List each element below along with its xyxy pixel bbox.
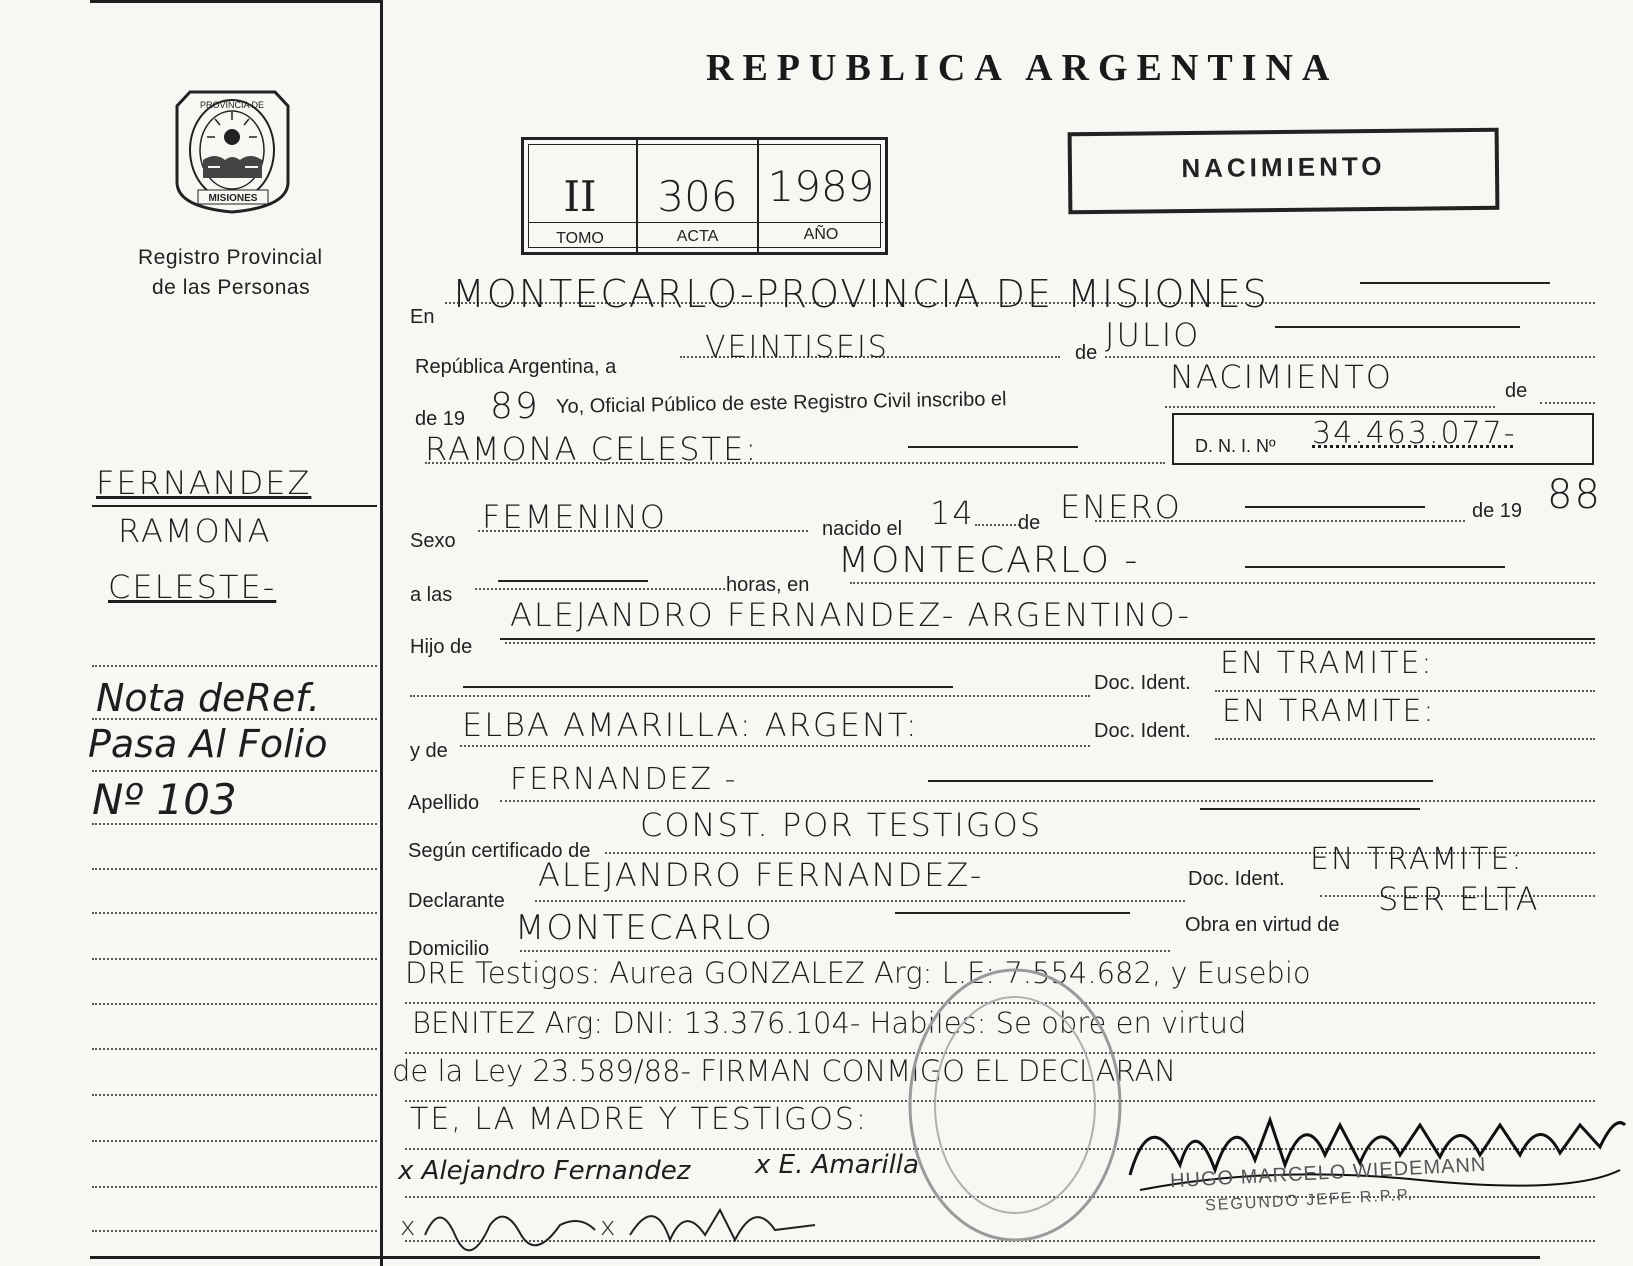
mother-doc-value: EN TRAMITE: <box>1222 694 1436 729</box>
nacido-label: nacido el <box>822 518 903 540</box>
filler-line <box>500 638 1595 640</box>
margin-note-1: Nota deRef. <box>96 676 321 720</box>
seal-top-text: PROVINCIA DE <box>199 100 265 110</box>
official-round-stamp-icon <box>900 960 1130 1250</box>
margin-dots <box>92 718 377 720</box>
observations-line-1: DRE Testigos: Aurea GONZALEZ Arg: L.E: 7.554.682, y Eusebio <box>405 956 1311 990</box>
margin-dots <box>92 958 377 960</box>
declarante-doc-value: EN TRAMITE: <box>1310 842 1524 877</box>
filler-line <box>908 446 1078 448</box>
dni-value: 34.463.077- <box>1312 416 1517 451</box>
segun-label: Según certificado de <box>408 840 591 862</box>
margin-dots <box>92 1003 377 1005</box>
document-title: REPUBLICA ARGENTINA <box>706 47 1339 89</box>
margin-surname: FERNANDEZ <box>96 464 312 502</box>
form-dots <box>500 800 1595 802</box>
margin-dots <box>92 665 377 667</box>
anio-label: AÑO <box>803 226 839 243</box>
witness-signature-1-icon <box>420 1195 600 1255</box>
form-dots <box>520 950 1170 952</box>
form-dots <box>1215 738 1595 740</box>
declarante-doc-label: Doc. Ident. <box>1188 868 1285 890</box>
official-stamp-title: SEGUNDO JEFE R.P.P. <box>1204 1186 1415 1215</box>
sexo-label: Sexo <box>410 530 456 552</box>
record-type-box <box>1068 128 1500 215</box>
filler-line <box>463 686 953 688</box>
margin-first-name: RAMONA <box>118 512 272 550</box>
form-dots <box>410 695 1090 697</box>
inscribo-value: NACIMIENTO <box>1170 358 1393 396</box>
anio-value: 1989 <box>767 162 875 211</box>
dni-label: D. N. I. Nº <box>1195 436 1276 456</box>
record-box-baseline <box>528 222 883 223</box>
form-dots <box>1165 406 1495 408</box>
acta-label: ACTA <box>676 228 719 245</box>
year-de19-label: de 19 <box>415 408 466 430</box>
day-value: VEINTISEIS <box>705 330 889 365</box>
yde-label: y de <box>410 740 448 762</box>
acta-value: 306 <box>657 172 738 221</box>
record-type: NACIMIENTO <box>1181 150 1386 184</box>
year-value: 89 <box>490 386 540 427</box>
margin-dots <box>92 1048 377 1050</box>
mother-value: ELBA AMARILLA: ARGENT: <box>462 706 919 744</box>
declarante-label: Declarante <box>408 890 505 912</box>
apellido-label: Apellido <box>408 792 480 814</box>
page-divider <box>380 0 383 1266</box>
provincial-seal-icon <box>170 82 295 217</box>
form-dots <box>1215 690 1595 692</box>
father-doc-label: Doc. Ident. <box>1094 672 1191 694</box>
form-dots <box>535 900 1185 902</box>
place-value: MONTECARLO-PROVINCIA DE MISIONES <box>452 272 1269 316</box>
obra-label: Obra en virtud de <box>1185 914 1340 936</box>
official-stamp-name: HUGO MARCELO WIEDEMANN <box>1169 1153 1487 1193</box>
birth-month-de-label: de <box>1018 512 1041 534</box>
signature-mother: x E. Amarilla <box>755 1150 919 1180</box>
republica-label: República Argentina, a <box>415 356 617 378</box>
horas-label: horas, en <box>726 574 810 596</box>
margin-name-rule <box>92 505 377 507</box>
margin-dots <box>92 823 377 825</box>
form-dots <box>1540 402 1595 404</box>
domicilio-label: Domicilio <box>408 938 490 960</box>
margin-dots <box>92 912 377 914</box>
margin-note-2: Pasa Al Folio <box>88 722 328 766</box>
seal-bottom-text: MISIONES <box>208 193 258 204</box>
hijo-label: Hijo de <box>410 636 473 658</box>
segun-value: CONST. POR TESTIGOS <box>640 806 1043 844</box>
form-dots <box>975 524 1020 526</box>
birth-year-value: 88 <box>1547 472 1602 518</box>
apellido-value: FERNANDEZ - <box>510 762 738 797</box>
filler-line <box>1245 506 1425 508</box>
margin-second-name: CELESTE- <box>108 568 277 606</box>
observations-line-2: BENITEZ Arg: DNI: 13.376.104- Habiles: Se obre en virtud <box>412 1006 1247 1040</box>
margin-dots <box>92 1186 377 1188</box>
inscribo-de-label: de <box>1505 380 1528 402</box>
filler-line <box>1200 808 1420 810</box>
person-value: RAMONA CELESTE: <box>425 430 759 468</box>
filler-line <box>928 780 1433 782</box>
oficial-text: Yo, Oficial Público de este Registro Civil inscribo el <box>555 388 1007 418</box>
en-label: En <box>410 306 435 328</box>
filler-line <box>498 580 648 582</box>
witness-signature-2-icon <box>625 1185 825 1260</box>
birth-place-value: MONTECARLO - <box>838 540 1140 581</box>
filler-line <box>895 912 1130 914</box>
month-value: JULIO <box>1105 316 1201 354</box>
registry-line-1: Registro Provincial <box>138 246 323 269</box>
mother-doc-label: Doc. Ident. <box>1094 720 1191 742</box>
domicilio-value: MONTECARLO <box>515 908 774 948</box>
birth-year-de19-label: de 19 <box>1472 500 1523 522</box>
signature-witness-2: x <box>600 1212 618 1242</box>
margin-note-3: Nº 103 <box>92 775 237 824</box>
margin-dots <box>92 770 377 772</box>
sexo-value: FEMENINO <box>482 498 667 536</box>
birth-month-value: ENERO <box>1060 488 1182 526</box>
page-top-left-rule <box>90 0 380 3</box>
father-value: ALEJANDRO FERNANDEZ- ARGENTINO- <box>510 596 1192 634</box>
margin-dots <box>92 1094 377 1096</box>
declarante-value: ALEJANDRO FERNANDEZ- <box>538 856 984 894</box>
form-dots <box>475 588 725 590</box>
record-number-box <box>521 137 888 255</box>
tomo-label: TOMO <box>556 230 604 247</box>
margin-dots <box>92 1230 377 1232</box>
form-dots <box>850 582 1595 584</box>
alas-label: a las <box>410 584 453 606</box>
obra-value: SER ELTA <box>1378 880 1540 918</box>
birth-day-value: 14 <box>930 494 975 532</box>
registry-line-2: de las Personas <box>152 276 311 299</box>
filler-line <box>1245 566 1505 568</box>
form-dots <box>505 642 1595 644</box>
form-dots <box>460 745 1090 747</box>
margin-dots <box>92 868 377 870</box>
margin-dots <box>92 1140 377 1142</box>
father-doc-value: EN TRAMITE: <box>1220 646 1434 681</box>
tomo-value: II <box>563 172 597 221</box>
observations-line-3: de la Ley 23.589/88- FIRMAN CONMIGO EL DECLARAN <box>392 1054 1176 1088</box>
signature-witness-1: x <box>400 1212 418 1242</box>
filler-line <box>1360 282 1550 284</box>
month-de-label: de <box>1075 342 1098 364</box>
observations-line-4: TE, LA MADRE Y TESTIGOS: <box>410 1102 869 1137</box>
filler-line <box>1275 326 1520 328</box>
signature-father: x Alejandro Fernandez <box>398 1156 691 1186</box>
